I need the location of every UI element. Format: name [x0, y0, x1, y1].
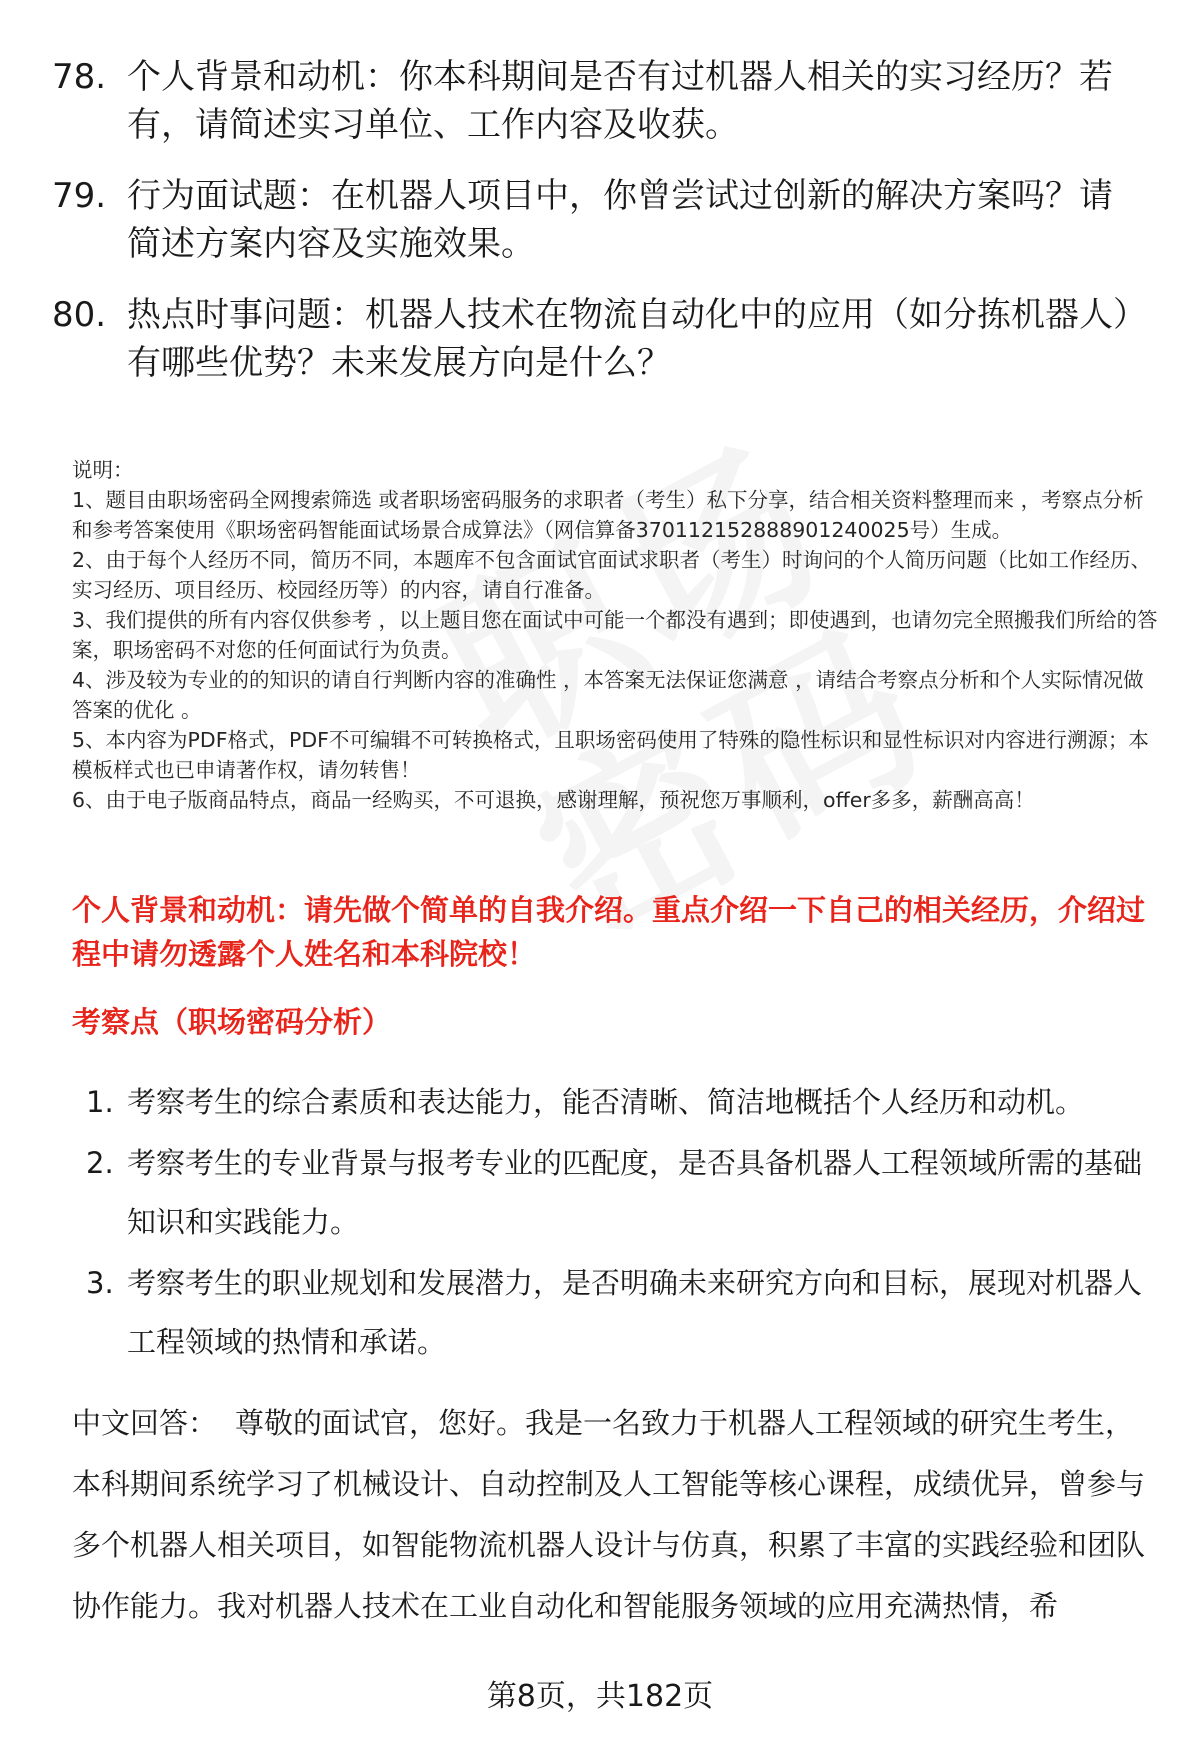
- point-number: 1.: [86, 1085, 114, 1119]
- note-item: 3、我们提供的所有内容仅供参考 ，以上题目您在面试中可能一个都没有遇到；即使遇到，也请勿完全照搬我们所给的答案，职场密码不对您的任何面试行为负责。: [72, 608, 1158, 662]
- point-text: 考察考生的综合素质和表达能力，能否清晰、简洁地概括个人经历和动机。: [127, 1085, 1085, 1119]
- question-number: 78.: [52, 57, 107, 97]
- note-item: 5、本内容为PDF格式，PDF不可编辑不可转换格式，且职场密码使用了特殊的隐性标识和显性标识对内容进行溯源；本模板样式也已申请著作权，请勿转售！: [72, 728, 1149, 782]
- notes-block: [72, 455, 1160, 815]
- note-item: 4、涉及较为专业的的知识的请自行判断内容的准确性 ，本答案无法保证您满意 ，请结合考察点分析和个人实际情况做答案的优化 。: [72, 668, 1144, 722]
- answer-label: 中文回答：: [72, 1406, 218, 1440]
- note-item: 2、由于每个人经历不同，简历不同，本题库不包含面试官面试求职者（考生）时询问的个人简历问题（比如工作经历、实习经历、项目经历、校园经历等）的内容，请自行准备。: [72, 548, 1152, 602]
- point-text: 考察考生的职业规划和发展潜力，是否明确未来研究方向和目标，展现对机器人工程领域的热情和承诺。: [127, 1266, 1143, 1359]
- question-text: 个人背景和动机：你本科期间是否有过机器人相关的实习经历？若有，请简述实习单位、工作内容及收获。: [127, 57, 1113, 145]
- page-footer: 第8页，共182页: [486, 1679, 714, 1714]
- question-text: 行为面试题：在机器人项目中，你曾尝试过创新的解决方案吗？请简述方案内容及实施效果。: [127, 176, 1113, 264]
- point-text: 考察考生的专业背景与报考专业的匹配度，是否具备机器人工程领域所需的基础知识和实践能力。: [127, 1146, 1143, 1239]
- answer-block: [72, 1393, 1160, 1637]
- analysis-point: [72, 1134, 1160, 1252]
- answer-text: 尊敬的面试官，您好。我是一名致力于机器人工程领域的研究生考生，本科期间系统学习了机械设计、自动控制及人工智能等核心课程，成绩优异，曾参与多个机器人相关项目，如智能物流机器人设计与仿真，积累了丰富的实践经验和团队协作能力。我对机器人技术在工业自动化和智能服务领域的应用充满热情，希: [72, 1406, 1146, 1623]
- analysis-points: [72, 1073, 1160, 1374]
- question-item: [52, 53, 1142, 149]
- analysis-title: 考察点（职场密码分析）: [72, 1005, 392, 1039]
- note-item: 6、由于电子版商品特点，商品一经购买，不可退换，感谢理解，预祝您万事顺利，offer多多，薪酬高高！: [72, 788, 1035, 812]
- question-item: [52, 291, 1142, 387]
- analysis-point: [72, 1073, 1160, 1132]
- question-number: 79.: [52, 176, 107, 216]
- point-number: 2.: [86, 1146, 114, 1180]
- note-item: 1、题目由职场密码全网搜索筛选 或者职场密码服务的求职者（考生）私下分享，结合相关资料整理而来 ，考察点分析和参考答案使用《职场密码智能面试场景合成算法》（网信算备370112152888901240025号）生成。: [72, 488, 1144, 542]
- analysis-point: [72, 1254, 1160, 1372]
- section-heading: 个人背景和动机：请先做个简单的自我介绍。重点介绍一下自己的相关经历，介绍过程中请勿透露个人姓名和本科院校！: [72, 893, 1146, 971]
- question-item: [52, 172, 1142, 268]
- question-text: 热点时事问题：机器人技术在物流自动化中的应用（如分拣机器人）有哪些优势？未来发展方向是什么？: [127, 295, 1130, 383]
- point-number: 3.: [86, 1266, 114, 1300]
- question-number: 80.: [52, 295, 107, 335]
- notes-title: 说明：: [72, 458, 134, 482]
